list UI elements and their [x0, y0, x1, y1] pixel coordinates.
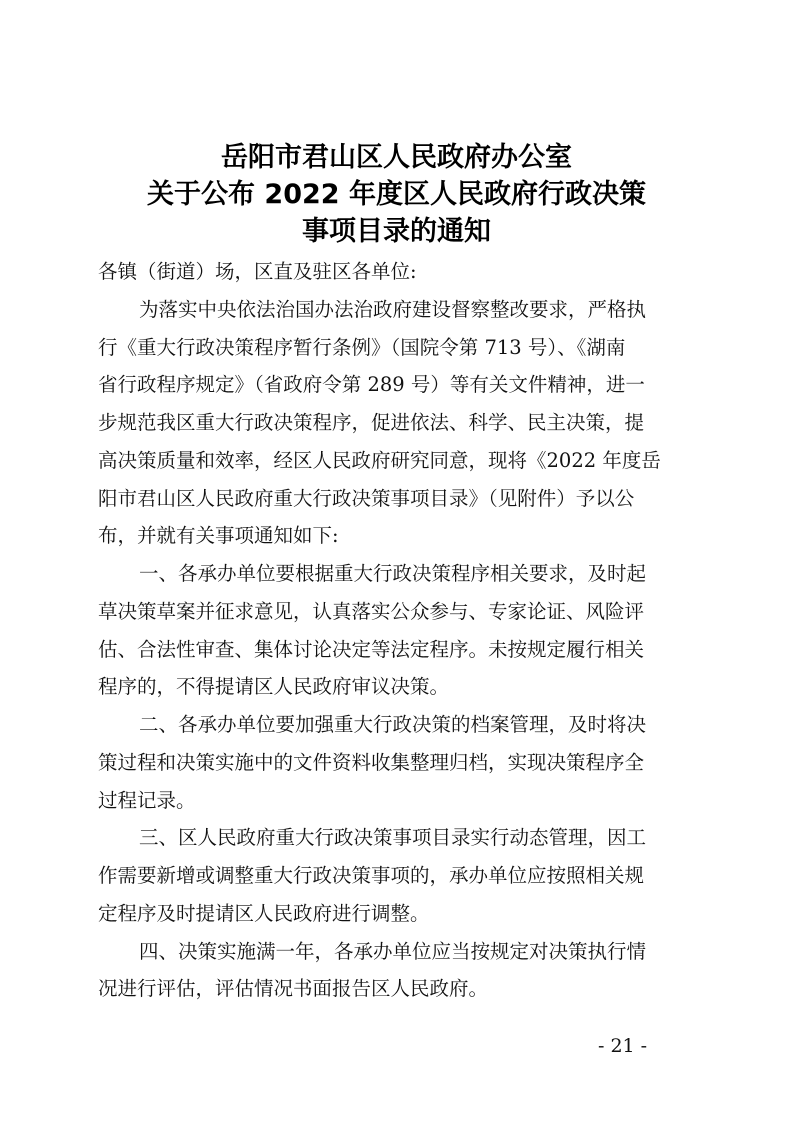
paragraph-1-line-4: 步规范我区重大行政决策程序，促进依法、科学、民主决策，提 [98, 411, 645, 434]
item-4-line-1: 四、决策实施满一年，各承办单位应当按规定对决策执行情 [139, 940, 647, 963]
title-line-1: 岳阳市君山区人民政府办公室 [221, 142, 572, 173]
item-1-line-2: 草决策草案并征求意见，认真落实公众参与、专家论证、风险评 [98, 600, 645, 623]
item-2-line-2: 策过程和决策实施中的文件资料收集整理归档，实现决策程序全 [98, 751, 645, 774]
title-line-3: 事项目录的通知 [302, 216, 491, 247]
item-1-line-3: 估、合法性审查、集体讨论决定等法定程序。未按规定履行相关 [98, 638, 645, 661]
item-1-line-4: 程序的，不得提请区人民政府审议决策。 [98, 675, 450, 698]
item-2-line-3: 过程记录。 [98, 789, 196, 812]
item-4-line-2: 况进行评估，评估情况书面报告区人民政府。 [98, 977, 489, 1000]
salutation: 各镇（街道）场，区直及驻区各单位: [98, 260, 417, 283]
item-3-line-1: 三、区人民政府重大行政决策事项目录实行动态管理，因工 [139, 826, 647, 849]
item-3-line-2: 作需要新增或调整重大行政决策事项的，承办单位应按照相关规 [98, 864, 645, 887]
paragraph-1-line-5: 高决策质量和效率，经区人民政府研究同意，现将《2022 年度岳 [98, 449, 661, 472]
paragraph-1-line-3: 省行政程序规定》（省政府令第 289 号）等有关文件精神，进一 [98, 373, 645, 396]
title-line-2: 关于公布 2022 年度区人民政府行政决策 [147, 179, 646, 210]
page-number: - 21 - [598, 1035, 648, 1057]
paragraph-1-line-2: 行《重大行政决策程序暂行条例》（国院令第 713 号）、《湖南 [98, 336, 626, 359]
paragraph-1-line-7: 布，并就有关事项通知如下: [98, 524, 339, 547]
paragraph-1-line-1: 为落实中央依法治国办法治政府建设督察整改要求，严格执 [139, 298, 647, 321]
item-3-line-3: 定程序及时提请区人民政府进行调整。 [98, 902, 430, 925]
paragraph-1-line-6: 阳市君山区人民政府重大行政决策事项目录》（见附件）予以公 [98, 487, 635, 510]
item-2-line-1: 二、各承办单位要加强重大行政决策的档案管理，及时将决 [139, 713, 647, 736]
item-1-line-1: 一、各承办单位要根据重大行政决策程序相关要求，及时起 [139, 562, 647, 585]
